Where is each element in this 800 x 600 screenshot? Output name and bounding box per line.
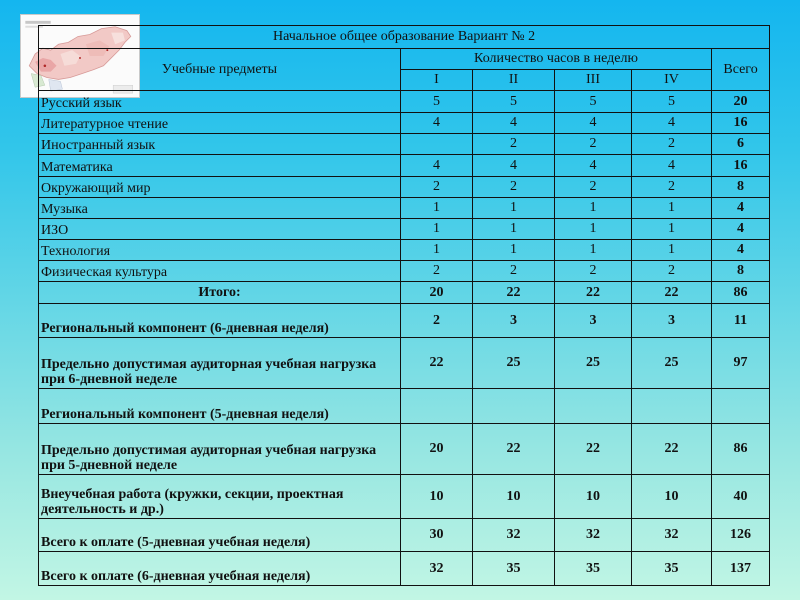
hours-cell: 4 (473, 155, 555, 177)
total-cell: 4 (712, 219, 770, 240)
hours-cell (632, 389, 712, 424)
total-cell: 16 (712, 113, 770, 134)
subject-name: ИЗО (39, 219, 401, 240)
subject-name: Предельно допустимая аудиторная учебная нагрузка при 6-дневной неделе (39, 338, 401, 389)
table-row (39, 261, 770, 282)
hours-cell: 2 (473, 134, 555, 155)
hours-cell: 20 (401, 424, 473, 475)
hours-per-week-header: Количество часов в неделю (401, 49, 712, 70)
hours-cell: 4 (401, 155, 473, 177)
hours-cell: 22 (401, 338, 473, 389)
total-cell: 4 (712, 198, 770, 219)
total-cell: 126 (712, 519, 770, 552)
subject-name: Музыка (39, 198, 401, 219)
hours-cell: 1 (632, 240, 712, 261)
hours-cell: 22 (632, 424, 712, 475)
hours-cell: 10 (401, 475, 473, 519)
table-row (39, 240, 770, 261)
subject-name: Иностранный язык (39, 134, 401, 155)
hours-cell: 1 (401, 240, 473, 261)
hours-cell: 1 (555, 198, 632, 219)
hours-cell: 2 (401, 177, 473, 198)
hours-cell: 1 (555, 240, 632, 261)
hours-cell: 22 (632, 282, 712, 304)
hours-cell: 4 (555, 155, 632, 177)
table-row (39, 155, 770, 177)
total-cell: 6 (712, 134, 770, 155)
total-cell: 11 (712, 304, 770, 338)
table-row (39, 113, 770, 134)
total-header: Всего (712, 49, 770, 91)
subject-name: Всего к оплате (5-дневная учебная неделя) (39, 519, 401, 552)
hours-cell: 1 (555, 219, 632, 240)
table-row (39, 282, 770, 304)
hours-cell: 32 (401, 552, 473, 586)
hours-cell: 20 (401, 282, 473, 304)
hours-cell: 1 (401, 198, 473, 219)
hours-cell: 1 (401, 219, 473, 240)
total-cell: 86 (712, 282, 770, 304)
subject-name: Всего к оплате (6-дневная учебная неделя) (39, 552, 401, 586)
total-cell (712, 389, 770, 424)
total-cell: 4 (712, 240, 770, 261)
subject-name: Итого: (39, 282, 401, 304)
subject-name: Литературное чтение (39, 113, 401, 134)
table-row (39, 389, 770, 424)
hours-cell: 32 (555, 519, 632, 552)
subject-name: Технология (39, 240, 401, 261)
hours-cell: 4 (555, 113, 632, 134)
subject-name: Окружающий мир (39, 177, 401, 198)
hours-cell: 22 (473, 424, 555, 475)
hours-cell: 2 (632, 177, 712, 198)
hours-cell: 1 (632, 198, 712, 219)
table-row (39, 519, 770, 552)
hours-cell: 4 (473, 113, 555, 134)
hours-cell: 2 (401, 304, 473, 338)
hours-cell: 32 (632, 519, 712, 552)
hours-cell: 5 (401, 91, 473, 113)
hours-cell (473, 389, 555, 424)
subject-name: Внеучебная работа (кружки, секции, проектная деятельность и др.) (39, 475, 401, 519)
grade-header: II (473, 70, 555, 91)
total-cell: 40 (712, 475, 770, 519)
hours-cell: 25 (473, 338, 555, 389)
hours-cell: 1 (632, 219, 712, 240)
subject-name: Региональный компонент (6-дневная неделя) (39, 304, 401, 338)
hours-cell: 2 (632, 134, 712, 155)
subjects-header: Учебные предметы (39, 49, 401, 91)
hours-cell: 10 (473, 475, 555, 519)
hours-cell: 35 (632, 552, 712, 586)
table-title: Начальное общее образование Вариант № 2 (39, 26, 770, 49)
hours-cell: 10 (555, 475, 632, 519)
hours-cell: 35 (473, 552, 555, 586)
hours-cell: 5 (632, 91, 712, 113)
grade-header: III (555, 70, 632, 91)
subject-name: Математика (39, 155, 401, 177)
hours-cell: 25 (555, 338, 632, 389)
hours-cell: 2 (473, 261, 555, 282)
grade-header: IV (632, 70, 712, 91)
hours-cell: 1 (473, 219, 555, 240)
total-cell: 97 (712, 338, 770, 389)
hours-cell: 4 (632, 113, 712, 134)
curriculum-table (38, 25, 770, 586)
table-row (39, 219, 770, 240)
hours-cell: 4 (632, 155, 712, 177)
hours-cell: 22 (473, 282, 555, 304)
hours-cell: 2 (632, 261, 712, 282)
total-cell: 86 (712, 424, 770, 475)
hours-cell: 10 (632, 475, 712, 519)
table-row (39, 424, 770, 475)
hours-cell: 32 (473, 519, 555, 552)
total-cell: 20 (712, 91, 770, 113)
subject-name: Физическая культура (39, 261, 401, 282)
hours-cell (401, 389, 473, 424)
hours-cell: 2 (555, 177, 632, 198)
table-row (39, 552, 770, 586)
hours-cell: 5 (555, 91, 632, 113)
hours-cell: 2 (555, 261, 632, 282)
hours-cell: 4 (401, 113, 473, 134)
hours-cell: 3 (632, 304, 712, 338)
hours-cell: 22 (555, 282, 632, 304)
table-row (39, 304, 770, 338)
subject-name: Русский язык (39, 91, 401, 113)
hours-cell (401, 134, 473, 155)
hours-cell: 35 (555, 552, 632, 586)
hours-cell: 3 (555, 304, 632, 338)
hours-cell (555, 389, 632, 424)
hours-cell: 2 (473, 177, 555, 198)
subject-name: Региональный компонент (5-дневная неделя) (39, 389, 401, 424)
table-title-row (39, 26, 770, 49)
table-row (39, 91, 770, 113)
total-cell: 16 (712, 155, 770, 177)
table-row (39, 475, 770, 519)
hours-cell: 30 (401, 519, 473, 552)
hours-cell: 2 (401, 261, 473, 282)
hours-cell: 3 (473, 304, 555, 338)
hours-cell: 1 (473, 198, 555, 219)
table-header-row (39, 49, 770, 70)
total-cell: 8 (712, 177, 770, 198)
table-row (39, 134, 770, 155)
grade-header: I (401, 70, 473, 91)
table-row (39, 177, 770, 198)
hours-cell: 1 (473, 240, 555, 261)
hours-cell: 25 (632, 338, 712, 389)
table-row (39, 198, 770, 219)
subject-name: Предельно допустимая аудиторная учебная нагрузка при 5-дневной неделе (39, 424, 401, 475)
table-row (39, 338, 770, 389)
hours-cell: 5 (473, 91, 555, 113)
total-cell: 8 (712, 261, 770, 282)
hours-cell: 22 (555, 424, 632, 475)
hours-cell: 2 (555, 134, 632, 155)
total-cell: 137 (712, 552, 770, 586)
